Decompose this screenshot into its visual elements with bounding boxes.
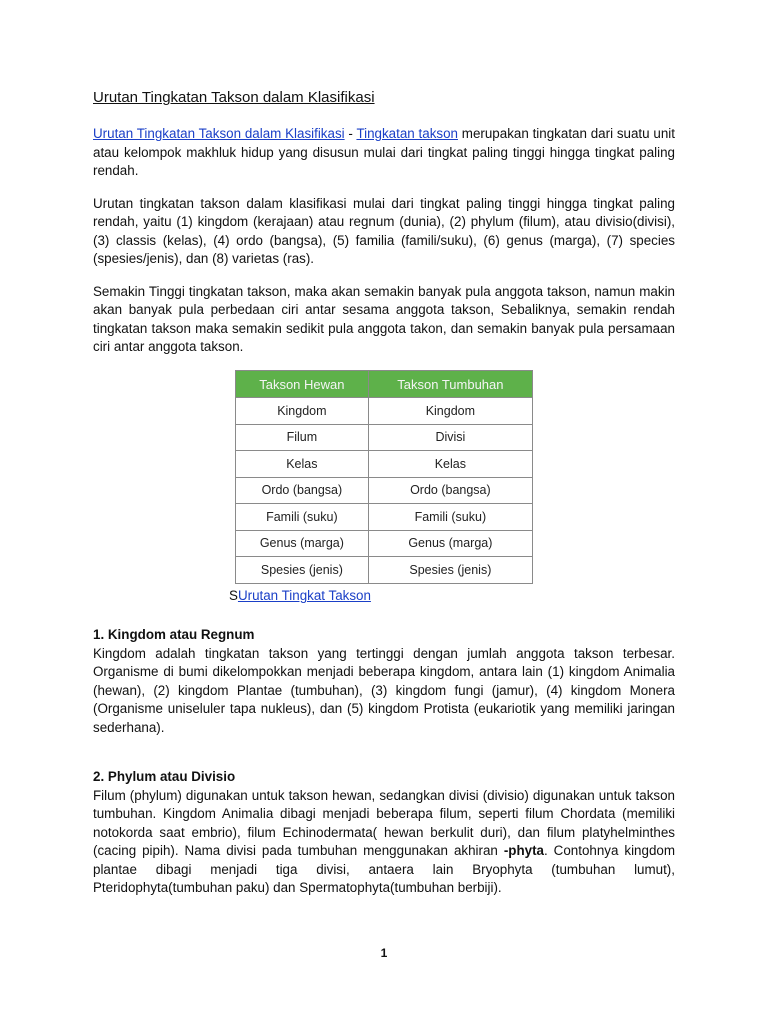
takson-table [235,370,533,584]
table-cell: Kelas [368,451,532,478]
table-cell: Genus (marga) [236,530,369,557]
table-cell: Famili (suku) [368,504,532,531]
table-caption [229,588,371,603]
section-heading-kingdom: 1. Kingdom atau Regnum [93,627,255,642]
paragraph-semakin-tinggi: Semakin Tinggi tingkatan takson, maka akan semakin banyak pula anggota takson, namun makin akan banyak pula perbedaan ciri antar sesama anggota takson, Sebaliknya, semakin rendah tingkatan takson maka semakin sedikit pula anggota takon, dan semakin banyak pula persamaan ciri antar anggota takson. [93,283,675,354]
table-row [236,451,533,478]
header-takson-hewan: Takson Hewan [236,371,369,398]
table-cell: Kingdom [368,398,532,425]
caption-prefix: S [229,588,238,603]
table-cell: Divisi [368,424,532,451]
document-page [93,88,675,895]
section-heading-phylum: 2. Phylum atau Divisio [93,769,236,784]
intro-separator: - [344,126,357,141]
table-cell: Spesies (jenis) [368,557,532,584]
intro-paragraph [93,125,675,181]
phylum-text-a: Filum (phylum) digunakan untuk takson hewan, sedangkan divisi (divisio) digunakan untuk takson tumbuhan. Kingdom Animalia dibagi menjadi beberapa filum, seperti filum Chordata (memiliki notokorda saat embrio), filum Echinodermata( hewan berkulit duri), dan filum platyhelminthes (cacing pipih). Nama divisi pada tumbuhan menggunakan akhiran [93,787,675,858]
section-phylum [93,768,675,898]
page-title: Urutan Tingkatan Takson dalam Klasifikasi [93,89,375,106]
table-cell: Kingdom [236,398,369,425]
link-urutan-tingkatan[interactable]: Urutan Tingkatan Takson dalam Klasifikasi [93,126,345,141]
table-cell: Ordo (bangsa) [368,477,532,504]
section-kingdom [93,626,675,737]
table-cell: Spesies (jenis) [236,557,369,584]
link-tingkatan-takson[interactable]: Tingkatan takson [356,126,458,141]
table-cell: Genus (marga) [368,530,532,557]
table-cell: Filum [236,424,369,451]
table-row [236,398,533,425]
paragraph-urutan: Urutan tingkatan takson dalam klasifikasi mulai dari tingkat paling tinggi hingga tingkat paling rendah, yaitu (1) kingdom (kerajaan) atau regnum (dunia), (2) phylum (filum), atau divisio(divisi), (3) classis (kelas), (4) ordo (bangsa), (5) familia (famili/suku), (6) genus (marga), (7) species (spesies/jenis), dan (8) varietas (ras). [93,195,675,266]
table-row [236,477,533,504]
table-header-row [236,371,533,398]
table-cell: Ordo (bangsa) [236,477,369,504]
section-body-phylum [93,787,675,898]
takson-table-image [235,370,535,584]
phylum-text-b: . Contohnya kingdom plantae dibagi menjadi tiga divisi, antaera lain Bryophyta (tumbuhan lumut), Pteridophyta(tumbuhan paku) dan Spermatophyta(tumbuhan berbiji). [93,843,675,895]
table-cell: Kelas [236,451,369,478]
phylum-suffix-bold: -phyta [503,843,544,858]
intro-text: merupakan tingkatan dari suatu unit atau kelompok makhluk hidup yang disusun mulai dari tingkat paling tinggi hingga tingkat paling rendah. [93,126,675,178]
table-row [236,504,533,531]
section-body-kingdom: Kingdom adalah tingkatan takson yang tertinggi dengan jumlah anggota takson terbesar. Organisme di bumi dikelompokkan menjadi beberapa kingdom, antara lain (1) kingdom Animalia (hewan), (2) kingdom Plantae (tumbuhan), (3) kingdom fungi (jamur), (4) kingdom Monera (Organisme uniseluler tapa nukleus), dan (5) kingdom Protista (eukariotik yang memiliki jaringan sederhana). [93,645,675,735]
table-cell: Famili (suku) [236,504,369,531]
table-row [236,424,533,451]
table-row [236,530,533,557]
link-urutan-tingkat-takson[interactable]: Urutan Tingkat Takson [237,588,371,603]
table-row [236,557,533,584]
page-number: 1 [380,946,388,960]
header-takson-tumbuhan: Takson Tumbuhan [368,371,532,398]
